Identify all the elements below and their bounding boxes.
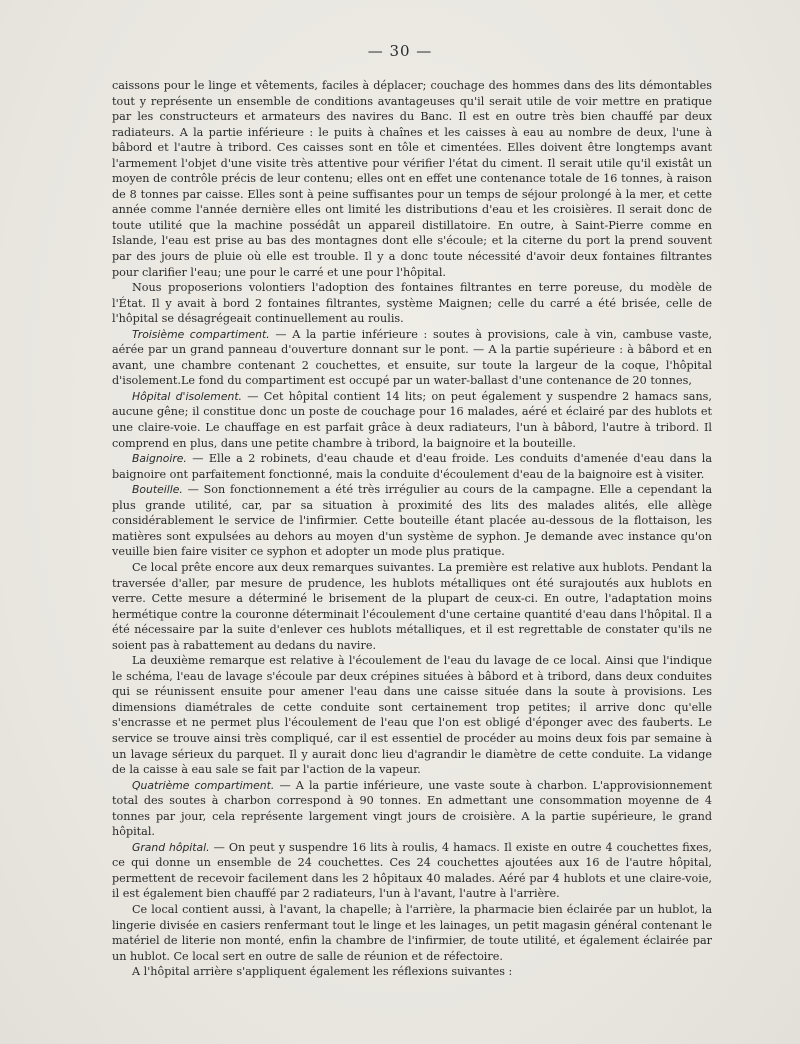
section-heading: Grand hôpital. bbox=[132, 840, 210, 854]
section-heading: Quatrième compartiment. bbox=[132, 778, 275, 792]
section-heading: Bouteille. bbox=[132, 483, 183, 497]
paragraph bbox=[112, 560, 712, 653]
section-heading: Troisième compartiment. bbox=[132, 327, 270, 341]
paragraph-text: caissons pour le linge et vêtements, faciles à déplacer; couchage des hommes dans des lits démontables tout y représente un ensemble de conditions avantageuses qu'il serait utile de voir mettre en pratique par les constructeurs et armateurs des navires du Banc. Il est en outre très bien chauffé par deux radiateurs. A la partie inférieure : le puits à chaînes et les caisses à eau au nombre de deux, l'une à bâbord et l'autre à tribord. Ces caisses sont en tôle et cimentées. Elles doivent être longtemps avant l'armement l'objet d'une visite très attentive pour vérifier l'état du ciment. Il serait utile qu'il existât un moyen de contrôle précis de leur contenu; elles ont en effet une contenance totale de 16 tonnes, à raison de 8 tonnes par caisse. Elles sont à peine suffisantes pour un temps de séjour prolongé à la mer, et cette année comme l'année dernière elles ont limité les distributions d'eau et les croisières. Il serait donc de toute utilité que la machine possédât un appareil distillatoire. En outre, à Saint-Pierre comme en Islande, l'eau est prise au bas des montagnes dont elle s'écoule; et la citerne du port la prend souvent par des jours de pluie où elle est trouble. Il y a donc toute nécessité d'avoir deux fontaines filtrantes pour clarifier l'eau; une pour le carré et une pour l'hôpital. bbox=[112, 79, 712, 279]
paragraph-text: A l'hôpital arrière s'appliquent également les réflexions suivantes : bbox=[132, 965, 513, 979]
paragraph bbox=[112, 653, 712, 777]
paragraph bbox=[112, 280, 712, 327]
paragraph bbox=[112, 327, 712, 389]
paragraph bbox=[112, 451, 712, 482]
paragraph bbox=[112, 482, 712, 560]
paragraph-text: Ce local contient aussi, à l'avant, la chapelle; à l'arrière, la pharmacie bien éclairée par un hublot, la lingerie divisée en casiers renfermant tout le linge et les lainages, un petit magasin général contenant le matériel de literie non monté, enfin la chambre de l'infirmier, de toute utilité, et également éclairée par un hublot. Ce local sert en outre de salle de réunion et de réfectoire. bbox=[112, 902, 712, 963]
paragraph bbox=[112, 78, 712, 280]
body-text bbox=[112, 78, 712, 980]
paragraph bbox=[112, 389, 712, 451]
paragraph-text: Nous proposerions volontiers l'adoption des fontaines filtrantes en terre poreuse, du modèle de l'État. Il y avait à bord 2 fontaines filtrantes, système Maignen; celle du carré a été brisée, celle de l'hôpital se désagrégeait continuellement au roulis. bbox=[112, 281, 712, 326]
paragraph bbox=[112, 964, 712, 980]
paragraph-text: — Elle a 2 robinets, d'eau chaude et d'eau froide. Les conduits d'amenée d'eau dans la baignoire ont parfaitement fonctionné, mais la conduite d'écoulement d'eau de la baignoire est à visiter. bbox=[112, 452, 712, 481]
paragraph bbox=[112, 840, 712, 902]
section-heading: Baignoire. bbox=[132, 452, 187, 466]
paragraph bbox=[112, 902, 712, 964]
page-number: — 30 — bbox=[367, 42, 433, 60]
paragraph-text: La deuxième remarque est relative à l'écoulement de l'eau du lavage de ce local. Ainsi que l'indique le schéma, l'eau de lavage s'écoule par deux crépines situées à bâbord et à tribord, dans deux conduites qui se réunissent ensuite pour amener l'eau dans une caisse située dans la soute à provisions. Les dimensions diamétrales de cette conduite sont certainement trop petites; il arrive donc qu'elle s'encrasse et ne permet plus l'écoulement de l'eau que l'on est obligé d'éponger avec des fauberts. Le service se trouve ainsi très compliqué, car il est essentiel de procéder au moins deux fois par semaine à un lavage sérieux du parquet. Il y aurait donc lieu d'agrandir le diamètre de cette conduite. La vidange de la caisse à eau sale se fait par l'action de la vapeur. bbox=[112, 654, 712, 777]
paragraph-text: Ce local prête encore aux deux remarques suivantes. La première est relative aux hublots. Pendant la traversée d'aller, par mesure de prudence, les hublots métalliques ont été surajoutés aux hublots en verre. Cette mesure a déterminé le brisement de la plupart de ceux-ci. En outre, l'adaptation moins hermétique contre la couronne déterminait l'écoulement d'une certaine quantité d'eau dans l'hôpital. Il a été nécessaire par la suite d'enlever ces hublots métalliques, et il est regrettable de constater qu'ils ne soient pas à rabattement au dedans du navire. bbox=[112, 560, 712, 652]
paragraph-text: — A la partie inférieure, une vaste soute à charbon. L'approvisionnement total des soutes à charbon correspond à 90 tonnes. En admettant une consommation moyenne de 4 tonnes par jour, cela représente largement vingt jours de croisière. A la partie supérieure, le grand hôpital. bbox=[112, 778, 712, 839]
paragraph-text: — A la partie inférieure : soutes à provisions, cale à vin, cambuse vaste, aérée par un grand panneau d'ouverture donnant sur le pont. — A la partie supérieure : à bâbord et en avant, une chambre contenant 2 couchettes, et ensuite, sur toute la largeur de la coque, l'hôpital d'isolement.Le fond du compartiment est occupé par un water-ballast d'une contenance de 20 tonnes, bbox=[112, 327, 713, 388]
paragraph-text: — Cet hôpital contient 14 lits; on peut également y suspendre 2 hamacs sans, aucune gêne; il constitue donc un poste de couchage pour 16 malades, aéré et éclairé par des hublots et une claire-voie. Le chauffage en est parfait grâce à deux radiateurs, l'un à bâbord, l'autre à tribord. Il comprend en plus, dans une petite chambre à tribord, la baignoire et la bouteille. bbox=[112, 389, 712, 450]
paragraph bbox=[112, 778, 712, 840]
paragraph-text: — Son fonctionnement a été très irrégulier au cours de la campagne. Elle a cependant la plus grande utilité, car, par sa situation à proximité des lits des malades alités, elle allège considérablement le service de l'infirmier. Cette bouteille étant placée au-dessous de la flottaison, les matières sont expulsées au dehors au moyen d'un système de syphon. Je demande avec instance qu'on veuille bien faire visiter ce syphon et adopter un mode plus pratique. bbox=[112, 483, 712, 559]
paragraph-text: — On peut y suspendre 16 lits à roulis, 4 hamacs. Il existe en outre 4 couchettes fixes, ce qui donne un ensemble de 24 couchettes. Ces 24 couchettes ajoutées aux 16 de l'autre hôpital, permettent de recevoir facilement dans les 2 hôpitaux 40 malades. Aéré par 4 hublots et une claire-voie, il est également bien chauffé par 2 radiateurs, l'un à l'avant, l'autre à l'arrière. bbox=[112, 840, 712, 901]
section-heading: Hôpital d'isolement. bbox=[132, 389, 242, 403]
